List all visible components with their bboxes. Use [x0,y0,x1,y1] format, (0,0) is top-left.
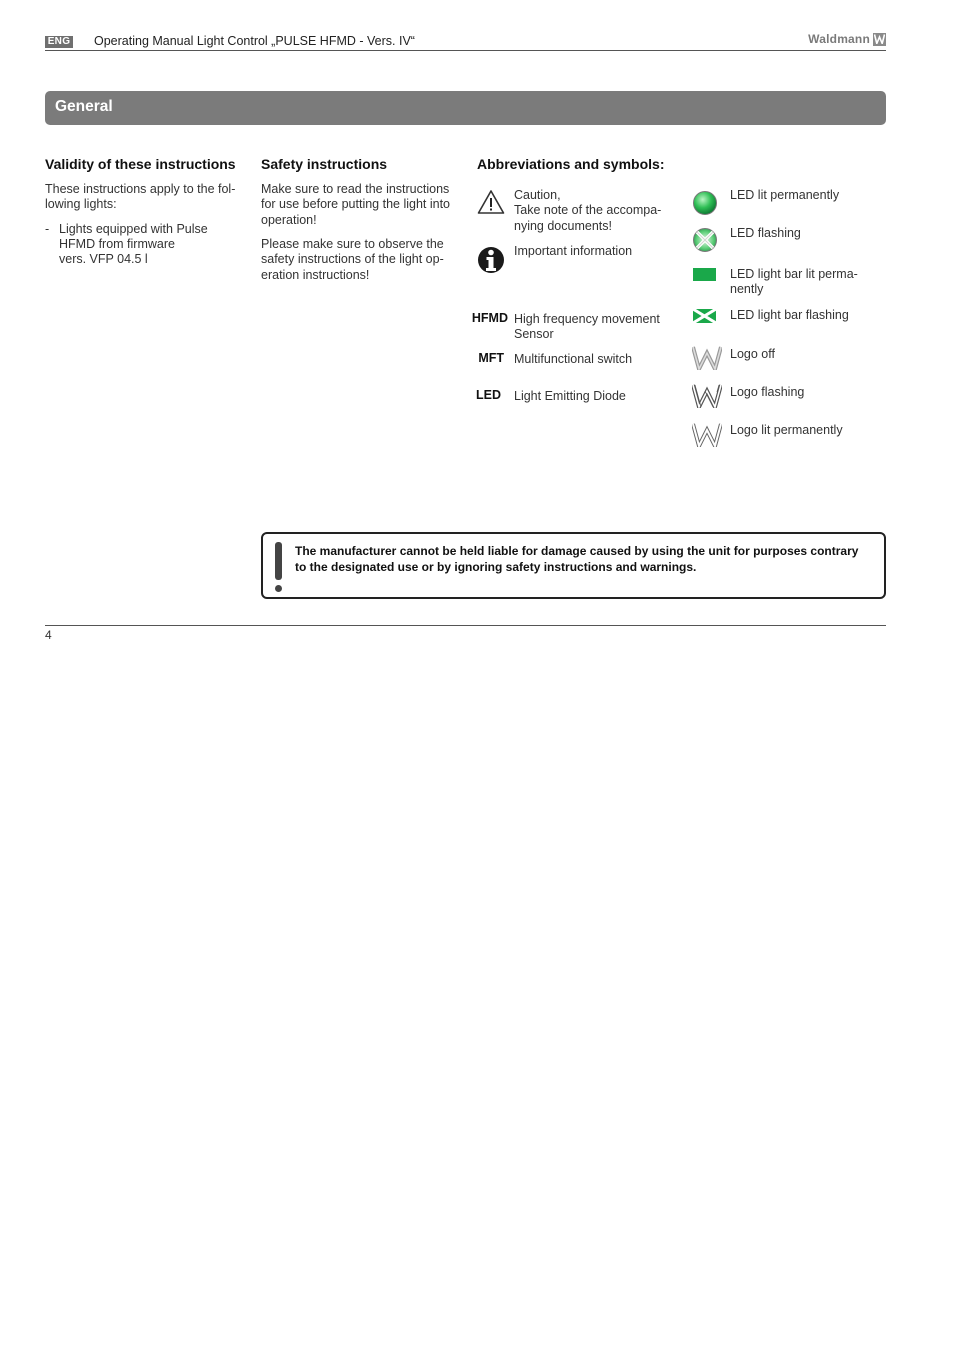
notice-line-2: to the designated use or by ignoring safety instructions and warnings. [295,560,697,574]
document-title: Operating Manual Light Control „PULSE HFMD - Vers. IV“ [94,34,415,48]
brand-logo [808,32,886,46]
caution-line-1: Caution, [514,188,561,202]
header-rule [45,50,886,51]
caution-line-3: nying documents! [514,219,612,233]
validity-heading: Validity of these instructions [45,156,236,172]
brand-name: Waldmann [808,32,870,46]
page-number: 4 [45,628,52,642]
exclamation-dot [275,585,282,592]
validity-intro-line-1: These instructions apply to the fol- [45,182,236,196]
footer-rule [45,625,886,626]
hfmd-line-1: High frequency movement [514,312,660,326]
safety-p2-line-1: Please make sure to observe the [261,237,444,251]
led-definition: Light Emitting Diode [514,389,626,403]
hfmd-abbreviation: HFMD [471,311,508,325]
led-flashing-text: LED flashing [730,226,801,240]
abbreviations-heading: Abbreviations and symbols: [477,156,665,172]
light-bar-flashing-text: LED light bar flashing [730,308,849,322]
language-badge: ENG [45,36,73,48]
led-lit-icon [692,190,718,216]
logo-flashing-icon [692,384,722,408]
safety-p1-line-2: for use before putting the light into [261,197,451,211]
led-lit-text: LED lit permanently [730,188,840,202]
validity-bullet-line-1: Lights equipped with Pulse [59,222,208,236]
info-icon [477,246,505,274]
logo-off-icon [692,346,722,370]
safety-p2-line-2: safety instructions of the light op- [261,252,444,266]
validity-intro-line-2: lowing lights: [45,197,117,211]
validity-bullet-line-3: vers. VFP 04.5 l [59,252,148,266]
mft-definition: Multifunctional switch [514,352,633,366]
light-bar-flashing-icon [693,309,716,323]
led-flashing-icon [692,227,718,253]
light-bar-lit-line-1: LED light bar lit perma- [730,267,858,281]
section-title: General [55,98,113,115]
hfmd-line-2: Sensor [514,327,554,341]
logo-lit-icon [692,423,722,447]
mft-abbreviation: MFT [478,351,504,365]
safety-p1-line-1: Make sure to read the instructions [261,182,450,196]
logo-lit-text: Logo lit permanently [730,423,843,437]
caution-triangle-icon [477,189,505,215]
caution-line-2: Take note of the accompa- [514,203,662,217]
logo-flashing-text: Logo flashing [730,385,805,399]
led-abbreviation: LED [476,388,501,402]
notice-text [295,543,875,575]
brand-w-icon [873,33,886,46]
validity-bullet-line-2: HFMD from firmware [59,237,175,251]
safety-p1-line-3: operation! [261,213,317,227]
validity-bullet-dash: - [45,222,50,236]
important-info-text: Important information [514,244,633,258]
liability-notice [261,532,886,599]
exclamation-icon [275,542,282,580]
section-bar [45,91,886,125]
notice-line-1: The manufacturer cannot be held liable for damage caused by using the unit for purposes contrary [295,544,859,558]
light-bar-lit-line-2: nently [730,282,764,296]
logo-off-text: Logo off [730,347,775,361]
safety-heading: Safety instructions [261,156,388,172]
safety-p2-line-3: eration instructions! [261,268,370,282]
light-bar-lit-icon [693,268,716,281]
